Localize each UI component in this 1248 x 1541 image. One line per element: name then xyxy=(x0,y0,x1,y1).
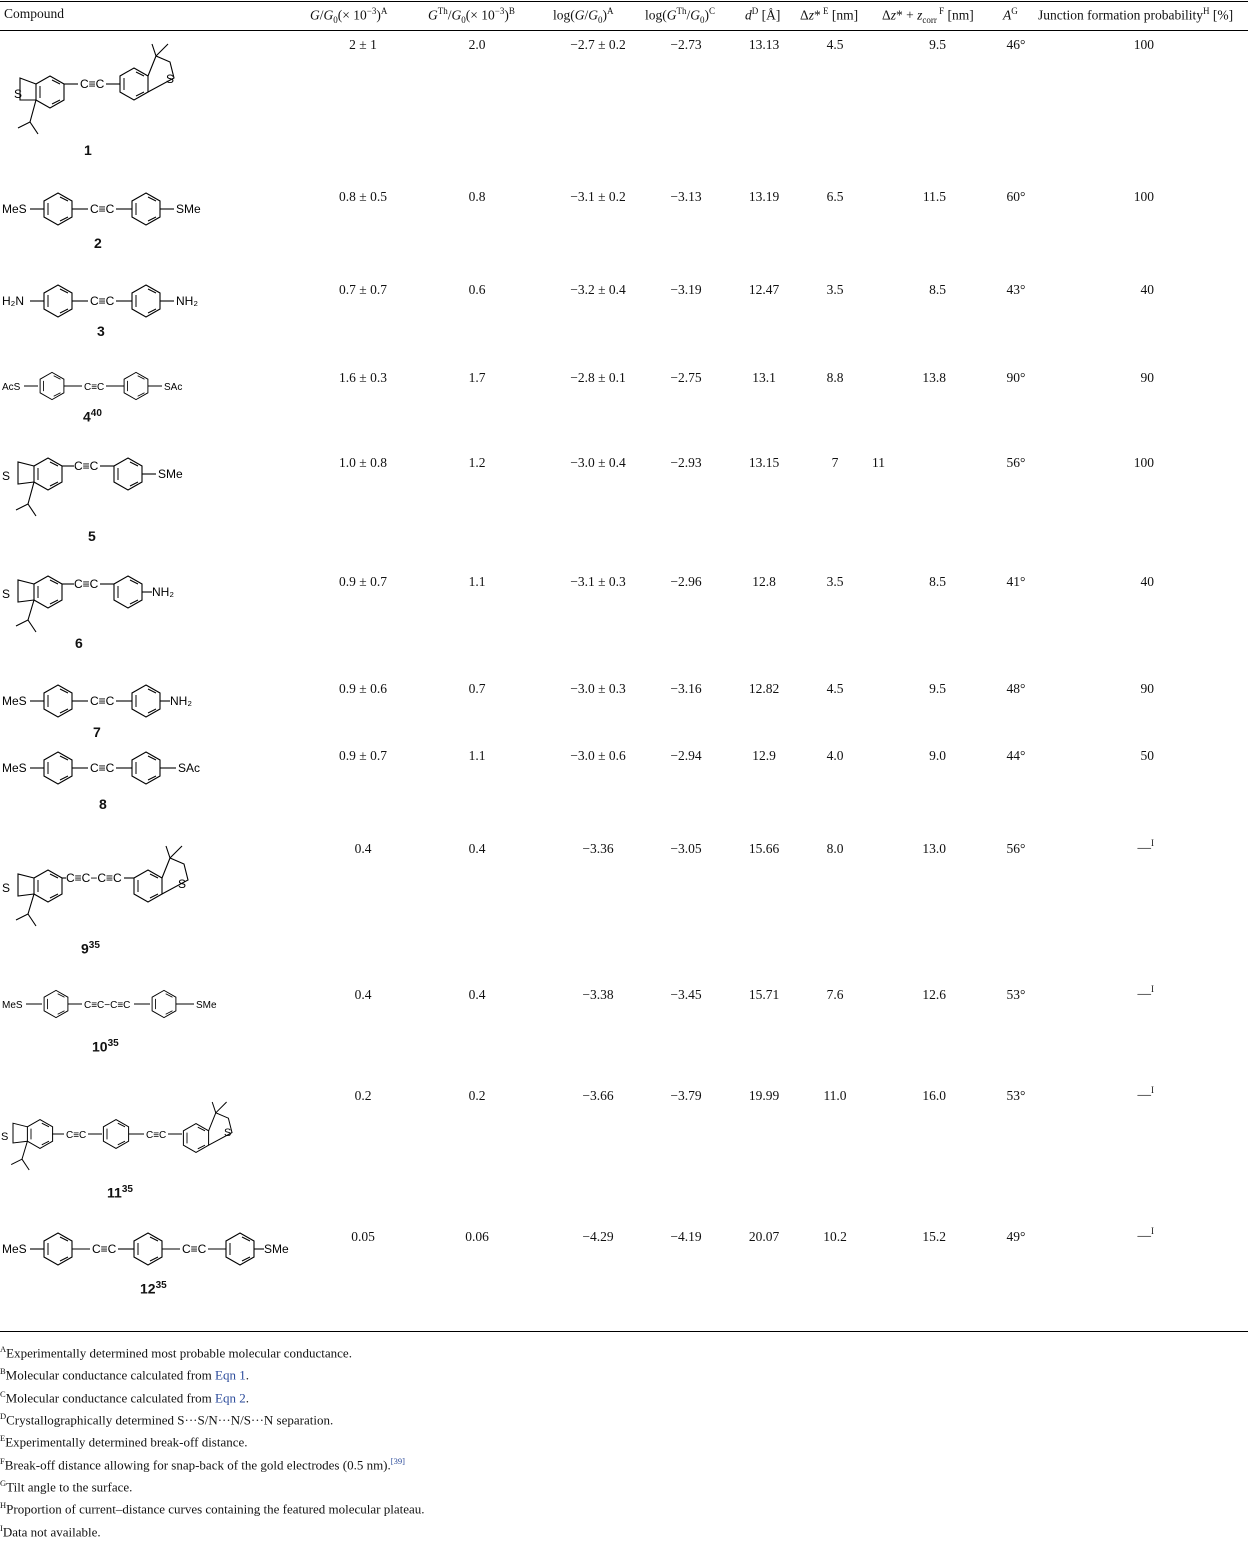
structure-8 xyxy=(0,749,220,789)
cell-dz: 8.0 xyxy=(826,841,844,856)
cell-dz-corr: 13.8 xyxy=(922,370,946,385)
cell-gth: 0.2 xyxy=(468,1088,486,1103)
cell-dz-corr: 15.2 xyxy=(922,1229,946,1244)
svg-text:C≡C: C≡C xyxy=(182,1242,207,1256)
cell-dz: 8.8 xyxy=(826,370,844,385)
cell-dz-corr: 16.0 xyxy=(922,1088,946,1103)
structure-9 xyxy=(0,840,220,930)
svg-text:SAc: SAc xyxy=(178,761,201,775)
cell-prob: 90 xyxy=(1140,370,1154,385)
cell-gth: 1.2 xyxy=(468,455,486,470)
cell-dz: 4.5 xyxy=(826,37,844,52)
cell-dz-corr: 11.5 xyxy=(922,189,946,204)
svg-text:NH₂: NH₂ xyxy=(152,585,174,599)
cell-d: 19.99 xyxy=(748,1088,780,1103)
cell-g: 0.4 xyxy=(354,841,372,856)
cell-gth: 1.7 xyxy=(468,370,486,385)
compound-label: $11^{35}$ xyxy=(107,1184,133,1201)
table-top-rule xyxy=(0,1,1248,2)
compound-label: $4^{40}$ xyxy=(83,408,102,425)
svg-text:S: S xyxy=(166,72,175,86)
cell-g: 0.05 xyxy=(351,1229,375,1244)
cell-log-gth: −2.75 xyxy=(670,370,702,385)
cell-dz: 3.5 xyxy=(826,574,844,589)
cell-gth: 0.8 xyxy=(468,189,486,204)
cell-d: 12.47 xyxy=(748,282,780,297)
cell-prob: 100 xyxy=(1133,455,1154,470)
cell-log-gth: −4.19 xyxy=(670,1229,702,1244)
svg-text:C≡C: C≡C xyxy=(90,761,115,775)
cell-d: 20.07 xyxy=(748,1229,780,1244)
cell-dz-corr: 11 xyxy=(872,455,885,470)
cell-g: 0.2 xyxy=(354,1088,372,1103)
cell-log-g: −3.38 xyxy=(582,987,614,1002)
header-d: $d^D$ [Å] xyxy=(745,6,781,23)
svg-text:SMe: SMe xyxy=(196,1000,217,1011)
cell-angle: 46° xyxy=(1006,37,1026,52)
svg-text:C≡C: C≡C xyxy=(90,694,115,708)
svg-text:SMe: SMe xyxy=(158,467,183,481)
svg-text:S: S xyxy=(1,1131,9,1143)
cell-dz-corr: 12.6 xyxy=(922,987,946,1002)
cell-log-gth: −3.16 xyxy=(670,681,702,696)
structure-1 xyxy=(0,36,200,136)
cell-log-g: −3.0 ± 0.3 xyxy=(570,681,626,696)
cell-prob: 50 xyxy=(1140,748,1154,763)
compound-label: 8 xyxy=(99,796,107,812)
cell-dz: 7.6 xyxy=(826,987,844,1002)
cell-angle: 56° xyxy=(1006,841,1026,856)
compound-label: 7 xyxy=(93,724,101,740)
svg-text:C≡C: C≡C xyxy=(146,1130,167,1141)
header-prob: Junction formation probability$^H$ [%] xyxy=(1038,6,1234,23)
cell-angle: 43° xyxy=(1006,282,1026,297)
header-dz: Δz* $^E$ [nm] xyxy=(800,6,859,23)
table-header-rule xyxy=(0,30,1248,31)
svg-text:C≡C: C≡C xyxy=(90,294,115,308)
structure-12 xyxy=(0,1230,310,1270)
svg-text:SMe: SMe xyxy=(176,202,201,216)
footnote: $^A$Experimentally determined most probable molecular conductance. xyxy=(0,1344,352,1361)
svg-text:NH₂: NH₂ xyxy=(176,294,198,308)
structure-10 xyxy=(0,988,230,1024)
cell-d: 15.66 xyxy=(748,841,780,856)
cell-log-g: −3.1 ± 0.2 xyxy=(570,189,626,204)
svg-text:C≡C: C≡C xyxy=(74,577,99,591)
cell-g: 0.9 ± 0.6 xyxy=(339,681,387,696)
footnote: $^C$Molecular conductance calculated from Eqn 2. xyxy=(0,1388,249,1405)
svg-text:SAc: SAc xyxy=(164,382,183,393)
cell-gth: 0.7 xyxy=(468,681,486,696)
cell-g: 2 ± 1 xyxy=(349,37,377,52)
cell-log-gth: −2.96 xyxy=(670,574,702,589)
cell-d: 15.71 xyxy=(748,987,780,1002)
cell-log-g: −3.2 ± 0.4 xyxy=(570,282,626,297)
cell-log-gth: −2.94 xyxy=(670,748,702,763)
cell-dz-corr: 8.5 xyxy=(929,282,946,297)
cell-dz: 11.0 xyxy=(823,1088,847,1103)
footnote: $^I$Data not available. xyxy=(0,1522,101,1539)
svg-text:C≡C: C≡C xyxy=(80,77,105,91)
cell-log-g: −3.0 ± 0.6 xyxy=(570,748,626,763)
cell-gth: 0.06 xyxy=(465,1229,489,1244)
structure-2 xyxy=(0,190,220,230)
eqn-link[interactable]: Eqn 2 xyxy=(215,1389,246,1405)
svg-text:S: S xyxy=(224,1127,232,1139)
footnote: $^F$Break-off distance allowing for snap-back of the gold electrodes (0.5 nm).[39] xyxy=(0,1455,405,1472)
header-dz-corr: $\Delta z* + z_{corr}$ $^F$ [nm] xyxy=(882,6,974,26)
header-angle: $A^G$ xyxy=(1003,6,1018,23)
cell-dz: 3.5 xyxy=(826,282,844,297)
cell-log-g: −3.36 xyxy=(582,841,614,856)
reference-link[interactable]: [39] xyxy=(390,1455,405,1466)
footnote: $^D$Crystallographically determined S···S/N···N/S···N separation. xyxy=(0,1410,334,1428)
svg-text:S: S xyxy=(14,87,23,101)
compound-label: 6 xyxy=(75,635,83,651)
compound-label: 2 xyxy=(94,235,102,251)
compound-label: 1 xyxy=(84,142,92,158)
cell-dz-corr: 9.5 xyxy=(929,681,946,696)
cell-g: 1.0 ± 0.8 xyxy=(339,455,387,470)
cell-prob: —$^I$ xyxy=(1137,838,1154,855)
footnote: $^G$Tilt angle to the surface. xyxy=(0,1477,133,1495)
structure-3 xyxy=(0,282,220,322)
cell-log-gth: −3.79 xyxy=(670,1088,702,1103)
svg-text:C≡C: C≡C xyxy=(66,1130,87,1141)
compound-label: 3 xyxy=(97,323,105,339)
structure-7 xyxy=(0,682,220,722)
cell-gth: 2.0 xyxy=(468,37,486,52)
cell-d: 13.15 xyxy=(748,455,780,470)
structure-4 xyxy=(0,370,200,406)
cell-d: 13.1 xyxy=(752,370,776,385)
cell-log-gth: −2.93 xyxy=(670,455,702,470)
svg-text:MeS: MeS xyxy=(2,761,27,775)
cell-log-gth: −3.45 xyxy=(670,987,702,1002)
cell-gth: 1.1 xyxy=(468,748,486,763)
cell-prob: 40 xyxy=(1140,282,1154,297)
svg-text:NH₂: NH₂ xyxy=(170,694,192,708)
cell-dz-corr: 9.0 xyxy=(929,748,946,763)
cell-angle: 56° xyxy=(1006,455,1026,470)
cell-prob: 100 xyxy=(1133,189,1154,204)
cell-gth: 0.4 xyxy=(468,841,486,856)
svg-text:MeS: MeS xyxy=(2,1242,27,1256)
cell-d: 13.13 xyxy=(748,37,780,52)
compound-label: $12^{35}$ xyxy=(140,1280,167,1297)
header-gth: $G^{Th}/G_0(\times 10^{-3})^B$ xyxy=(428,6,515,26)
cell-angle: 60° xyxy=(1006,189,1026,204)
cell-log-gth: −3.13 xyxy=(670,189,702,204)
eqn-link[interactable]: Eqn 1 xyxy=(215,1367,246,1383)
footnote: $^E$Experimentally determined break-off distance. xyxy=(0,1433,248,1450)
cell-d: 12.8 xyxy=(752,574,776,589)
cell-angle: 44° xyxy=(1006,748,1026,763)
cell-dz-corr: 8.5 xyxy=(929,574,946,589)
compound-label: 5 xyxy=(88,528,96,544)
structure-5 xyxy=(0,450,200,530)
footnotes xyxy=(0,1340,425,1541)
svg-text:AcS: AcS xyxy=(2,382,21,393)
cell-prob: 100 xyxy=(1133,37,1154,52)
svg-text:C≡C: C≡C xyxy=(90,202,115,216)
cell-dz: 7 xyxy=(831,455,839,470)
cell-g: 0.9 ± 0.7 xyxy=(339,574,387,589)
footnote: $^H$Proportion of current–distance curves containing the featured molecular plateau. xyxy=(0,1500,425,1517)
svg-text:H₂N: H₂N xyxy=(2,294,24,308)
cell-log-gth: −3.05 xyxy=(670,841,702,856)
svg-text:C≡C: C≡C xyxy=(92,1242,117,1256)
header-log-gth: $\log(G^{Th}/G_0)^C$ xyxy=(645,6,716,26)
cell-g: 1.6 ± 0.3 xyxy=(339,370,387,385)
cell-log-g: −3.66 xyxy=(582,1088,614,1103)
cell-prob: 40 xyxy=(1140,574,1154,589)
svg-text:S: S xyxy=(178,877,187,891)
svg-text:SMe: SMe xyxy=(264,1242,289,1256)
cell-g: 0.9 ± 0.7 xyxy=(339,748,387,763)
svg-text:S: S xyxy=(2,881,11,895)
cell-log-g: −2.7 ± 0.2 xyxy=(570,37,626,52)
cell-angle: 53° xyxy=(1006,1088,1026,1103)
header-log-g: $\log(G/G_0)^A$ xyxy=(553,6,614,26)
svg-text:S: S xyxy=(2,469,11,483)
cell-angle: 41° xyxy=(1006,574,1026,589)
cell-log-g: −3.1 ± 0.3 xyxy=(570,574,626,589)
svg-text:MeS: MeS xyxy=(2,1000,23,1011)
cell-gth: 0.4 xyxy=(468,987,486,1002)
cell-dz: 10.2 xyxy=(823,1229,847,1244)
cell-log-gth: −2.73 xyxy=(670,37,702,52)
cell-dz-corr: 9.5 xyxy=(929,37,946,52)
svg-text:C≡C: C≡C xyxy=(84,382,105,393)
cell-log-g: −4.29 xyxy=(582,1229,614,1244)
cell-dz-corr: 13.0 xyxy=(922,841,946,856)
svg-text:C≡C: C≡C xyxy=(74,459,99,473)
cell-dz: 6.5 xyxy=(826,189,844,204)
footnote: $^B$Molecular conductance calculated from Eqn 1. xyxy=(0,1366,249,1383)
cell-angle: 49° xyxy=(1006,1229,1026,1244)
structure-6 xyxy=(0,570,200,640)
compound-label: $9^{35}$ xyxy=(81,940,100,957)
cell-g: 0.8 ± 0.5 xyxy=(339,189,387,204)
cell-d: 12.9 xyxy=(752,748,776,763)
svg-text:C≡C−C≡C: C≡C−C≡C xyxy=(84,1000,131,1011)
svg-text:MeS: MeS xyxy=(2,202,27,216)
structure-11 xyxy=(0,1086,250,1176)
cell-log-g: −3.0 ± 0.4 xyxy=(570,455,626,470)
cell-prob: —$^I$ xyxy=(1137,1226,1154,1243)
cell-prob: —$^I$ xyxy=(1137,984,1154,1001)
cell-dz: 4.5 xyxy=(826,681,844,696)
cell-angle: 90° xyxy=(1006,370,1026,385)
cell-gth: 0.6 xyxy=(468,282,486,297)
svg-text:MeS: MeS xyxy=(2,694,27,708)
cell-g: 0.7 ± 0.7 xyxy=(339,282,387,297)
cell-d: 12.82 xyxy=(748,681,780,696)
cell-angle: 53° xyxy=(1006,987,1026,1002)
cell-g: 0.4 xyxy=(354,987,372,1002)
cell-angle: 48° xyxy=(1006,681,1026,696)
cell-prob: —$^I$ xyxy=(1137,1085,1154,1102)
cell-gth: 1.1 xyxy=(468,574,486,589)
header-compound: Compound xyxy=(4,6,65,21)
cell-dz: 4.0 xyxy=(826,748,844,763)
svg-text:C≡C−C≡C: C≡C−C≡C xyxy=(66,871,122,885)
cell-log-gth: −3.19 xyxy=(670,282,702,297)
cell-d: 13.19 xyxy=(748,189,780,204)
svg-text:S: S xyxy=(2,587,11,601)
compound-label: $10^{35}$ xyxy=(92,1038,119,1055)
table-bottom-rule xyxy=(0,1331,1248,1332)
cell-log-g: −2.8 ± 0.1 xyxy=(570,370,626,385)
header-g: $G/G_0(\times 10^{-3})^A$ xyxy=(310,6,388,26)
cell-prob: 90 xyxy=(1140,681,1154,696)
